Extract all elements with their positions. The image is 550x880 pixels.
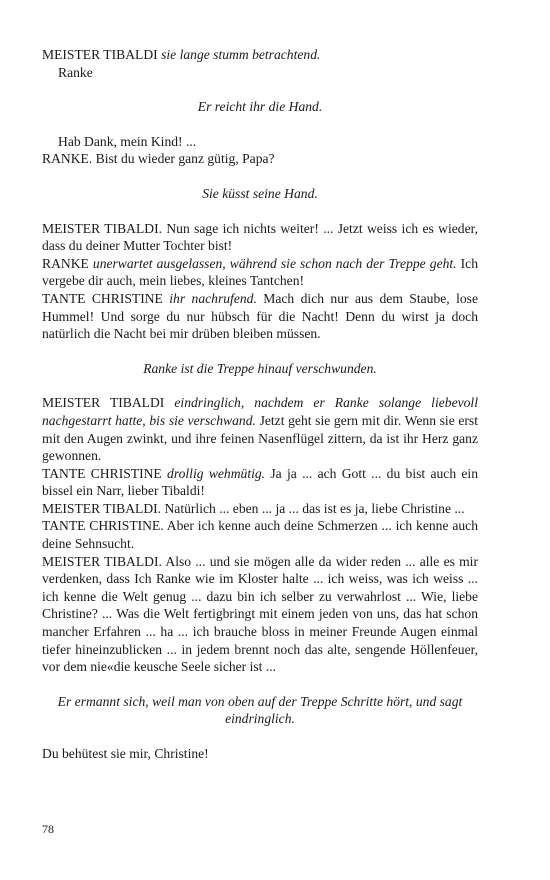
speaker-name: MEISTER TIBALDI. xyxy=(42,553,162,569)
dialogue-ranke-name xyxy=(42,64,478,82)
dialogue-text: Du behütest sie mir, Christine! xyxy=(42,746,209,761)
stage-note: sie lange stumm betrachtend. xyxy=(161,47,321,62)
speaker-name: MEISTER TIBALDI xyxy=(42,395,165,411)
dialogue-text: Ranke xyxy=(58,64,93,80)
page-number: 78 xyxy=(42,822,54,836)
dialogue-text: Hab Dank, mein Kind! ... xyxy=(58,133,197,149)
dialogue-tibaldi-5 xyxy=(42,553,478,676)
dialogue-ranke-1 xyxy=(42,150,478,168)
dialogue-text: Bist du wieder ganz gütig, Papa? xyxy=(95,151,275,167)
dialogue-text: Natürlich ... eben ... ja ... das ist es ja, liebe Christine ... xyxy=(164,500,465,516)
dialogue-text: Jetzt geht sie gern mit dir. Wenn sie erst mit den Augen zwinkt, und ihre feinen Nasenflügel zittern, da ist ihr Herz ganz gewonnen. xyxy=(42,412,479,464)
speaker-name: TANTE CHRISTINE xyxy=(42,290,163,306)
dialogue-text: Mach dich nur aus dem Staube, lose Hummel! Und sorge du nur hübsch für die Nacht! Denn du wirst ja doch natürlich die Nacht bei mir drüben bleiben müssen. xyxy=(42,290,478,342)
speaker-name: RANKE. xyxy=(42,151,93,167)
speaker-name: RANKE xyxy=(42,255,89,271)
dialogue-christine-2 xyxy=(42,465,478,500)
speaker-name: TANTE CHRISTINE xyxy=(42,465,162,481)
dialogue-tibaldi-4 xyxy=(42,500,478,518)
dialogue-christine-1 xyxy=(42,290,478,343)
dialogue-text: Ich vergebe dir auch, mein liebes, kleines Tantchen! xyxy=(42,255,478,289)
dialogue-text: Also ... und sie mögen alle da wider reden ... alle es mir verdenken, dass Ich Ranke wie im Kloster halte ... ich weiss, was ich weiss ... ich kenne die Welt genug ... dazu bin ich selber zu verwahrlost ... Wie, liebe Christine? ... Was die Welt fertigbringt mit einem jeden von uns, das hat schon mancher Erfahren ... ha ... ich brauche bloss in meiner Freunde Augen einmal tiefer hineinzublicken ... in jedem brennt noch das alte, sengende Höllenfeuer, vor dem nie«die keusche Seele sicher ist ... xyxy=(42,553,478,675)
stage-direction-hand: Er reicht ihr die Hand. xyxy=(197,99,323,115)
dialogue-hab-dank xyxy=(42,133,478,151)
dialogue-text: Aber ich kenne auch deine Schmerzen ... ich kenne auch deine Sehnsucht. xyxy=(42,518,478,552)
speaker-name: MEISTER TIBALDI. xyxy=(42,220,163,236)
stage-note: eindringlich, nachdem er Ranke solange liebevoll nachgestarrt hatte, bis sie verschwand. xyxy=(42,395,478,428)
stage-note: ihr nachrufend. xyxy=(169,290,257,306)
stage-note: drollig wehmütig. xyxy=(167,465,266,481)
dialogue-tibaldi-1 xyxy=(42,46,478,64)
stage-direction-steps: Er ermannt sich, weil man von oben auf der Treppe Schritte hört, und sagt eindringlich. xyxy=(57,693,463,727)
dialogue-tibaldi-2 xyxy=(42,220,478,255)
dialogue-ranke-2 xyxy=(42,255,478,290)
dialogue-tibaldi-3 xyxy=(42,394,478,464)
dialogue-text: Ja ja ... ach Gott ... du bist auch ein bissel ein Narr, lieber Tibaldi! xyxy=(42,465,479,499)
speaker-name: TANTE CHRISTINE. xyxy=(42,518,164,534)
stage-direction-stairs: Ranke ist die Treppe hinauf verschwunden. xyxy=(143,360,377,376)
dialogue-christine-3 xyxy=(42,517,478,552)
speaker-name: MEISTER TIBALDI. xyxy=(42,500,162,516)
stage-direction-kiss: Sie küsst seine Hand. xyxy=(202,185,318,201)
script-page xyxy=(42,46,478,763)
speaker-name: MEISTER TIBALDI xyxy=(42,47,158,62)
dialogue-final xyxy=(42,745,478,763)
stage-note: unerwartet ausgelassen, während sie schon nach der Treppe geht. xyxy=(92,255,457,271)
dialogue-text: Nun sage ich nichts weiter! ... Jetzt weiss ich es wieder, dass du deiner Mutter Tochter bist! xyxy=(42,220,478,254)
